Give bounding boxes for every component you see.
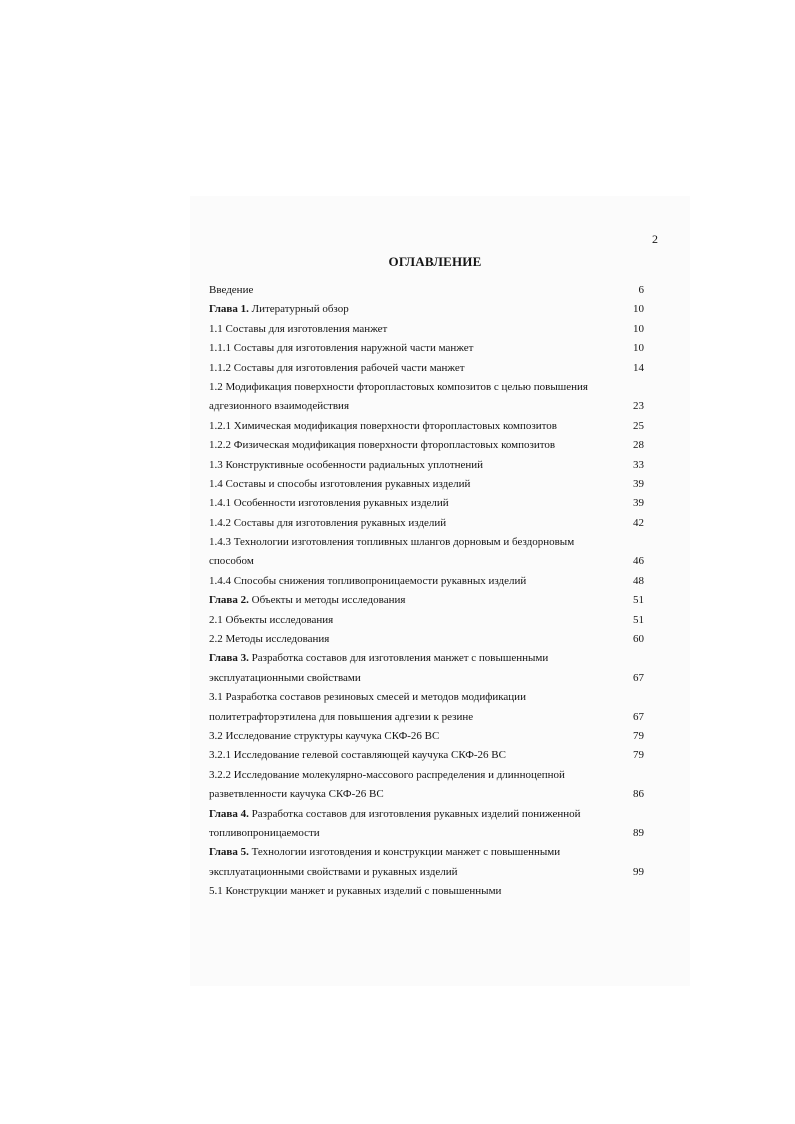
toc-entry-text: 5.1 Конструкции манжет и рукавных изделий с повышенными	[209, 885, 502, 898]
toc-page-number: 14	[633, 361, 644, 374]
toc-page-number: 28	[633, 439, 644, 452]
toc-entry-text: 1.4.1 Особенности изготовления рукавных изделий	[209, 497, 449, 510]
toc-entry-title	[209, 417, 557, 436]
toc-entry-text: Технологии изготовдения и конструкции манжет с повышенными	[248, 846, 561, 859]
toc-page-number: 39	[633, 497, 644, 510]
toc-entry-text: Разработка составов для изготовления рукавных изделий пониженной	[248, 807, 581, 820]
toc-entry	[209, 300, 651, 319]
toc-entry	[209, 572, 651, 591]
toc-page-number: 10	[633, 342, 644, 355]
toc-entry-text: политетрафторэтилена для повышения адгезии к резине	[209, 710, 474, 723]
toc-entry	[209, 727, 651, 746]
toc-page-number: 67	[633, 710, 644, 723]
toc-page-number: 79	[633, 749, 644, 762]
toc-page-number: 6	[638, 284, 644, 296]
toc-chapter-label: Глава 2.	[209, 594, 249, 607]
toc-page-number: 51	[633, 594, 644, 607]
toc-entry	[209, 359, 651, 378]
toc-entry	[209, 649, 651, 668]
toc-page-number: 39	[633, 477, 644, 490]
toc-entry-title	[209, 785, 384, 804]
toc-entry-text: 1.4.3 Технологии изготовления топливных шлангов дорновым и бездорновым	[209, 536, 575, 549]
toc-entry-title	[209, 863, 458, 882]
toc-entry-text: эксплуатационными свойствами и рукавных изделий	[209, 865, 458, 878]
toc-entry	[209, 320, 651, 339]
toc-entry-text: 3.2.1 Исследование гелевой составляющей каучука СКФ-26 ВС	[209, 749, 506, 762]
toc-page-number: 23	[633, 400, 644, 413]
toc-entry-text: способом	[209, 555, 254, 568]
toc-entry	[209, 378, 651, 397]
toc-entry-title	[209, 882, 501, 901]
toc-entry-text: разветвленности каучука СКФ-26 ВС	[209, 788, 384, 801]
toc-entry-title	[209, 397, 349, 416]
toc-entry	[209, 552, 651, 571]
toc-entry-text: 1.2.2 Физическая модификация поверхности фторопластовых композитов	[209, 439, 556, 452]
toc-entry-text: адгезионного взаимодействия	[209, 400, 350, 413]
toc-entry	[209, 436, 651, 455]
toc-page-number: 89	[633, 826, 644, 839]
toc-entry-text: 1.2 Модификация поверхности фторопластовых композитов с целью повышения	[209, 380, 588, 393]
toc-entry-title	[209, 727, 439, 746]
toc-entry-title	[209, 494, 449, 513]
toc-entry	[209, 591, 651, 610]
toc-page-number: 86	[633, 788, 644, 801]
toc-entry-text: 1.1.2 Составы для изготовления рабочей части манжет	[209, 361, 465, 374]
toc-entry	[209, 281, 651, 300]
toc-entry-title	[209, 320, 387, 339]
toc-entry	[209, 475, 651, 494]
toc-entry	[209, 611, 651, 630]
toc-page-number: 79	[633, 729, 644, 742]
page-title: ОГЛАВЛЕНИЕ	[388, 254, 482, 269]
toc-entry-title	[209, 572, 526, 591]
toc-entry-title	[209, 611, 333, 630]
toc-entry-title	[209, 669, 361, 688]
toc-entry-title	[209, 456, 483, 475]
toc-entry-text: 1.4.4 Способы снижения топливопроницаемости рукавных изделий	[209, 574, 527, 587]
toc-entry-title	[209, 766, 565, 785]
toc-entry	[209, 494, 651, 513]
toc-entry-text: 1.4 Составы и способы изготовления рукавных изделий	[209, 477, 471, 490]
toc-entry-text: 1.2.1 Химическая модификация поверхности фторопластовых композитов	[209, 419, 557, 432]
toc-entry-text: 1.1 Составы для изготовления манжет	[209, 322, 388, 335]
toc-entry	[209, 688, 651, 707]
toc-entry-title	[209, 824, 320, 843]
toc-page-number: 46	[633, 555, 644, 568]
toc-chapter-label: Глава 1.	[209, 303, 249, 316]
toc-entry-text: топливопроницаемости	[209, 826, 320, 839]
toc-entry-title	[209, 533, 574, 552]
toc-entry	[209, 708, 651, 727]
toc-page-number: 42	[633, 516, 644, 529]
toc-entry	[209, 805, 651, 824]
toc-entry-title	[209, 281, 253, 300]
toc-page-number: 51	[633, 613, 644, 626]
toc-page-number: 48	[633, 574, 644, 587]
toc-entry	[209, 785, 651, 804]
toc-entry-text: Разработка составов для изготовления манжет с повышенными	[248, 652, 549, 665]
toc-entry	[209, 824, 651, 843]
toc-entry	[209, 863, 651, 882]
toc-entry-title	[209, 552, 254, 571]
toc-entry-title	[209, 746, 506, 765]
toc-entry-text: 1.1.1 Составы для изготовления наружной части манжет	[209, 342, 474, 355]
toc-entry-title	[209, 591, 405, 610]
toc-page-number: 25	[633, 419, 644, 432]
toc-entry-text: Литературный обзор	[248, 303, 349, 316]
toc-entry	[209, 533, 651, 552]
toc-entry-text: 1.4.2 Составы для изготовления рукавных изделий	[209, 516, 447, 529]
toc-entry-title	[209, 359, 465, 378]
toc-entry-title	[209, 630, 329, 649]
toc-entry	[209, 669, 651, 688]
toc-entry	[209, 456, 651, 475]
toc-entry-text: 2.2 Методы исследования	[209, 633, 330, 646]
toc-chapter-label: Глава 3.	[209, 652, 249, 665]
toc-entry	[209, 417, 651, 436]
toc-entry-title	[209, 300, 349, 319]
toc-entry-title	[209, 805, 581, 824]
toc-entry-text: 3.2.2 Исследование молекулярно-массового распределения и длинноцепной	[209, 768, 565, 781]
toc-entry-title	[209, 339, 473, 358]
toc-chapter-label: Глава 5.	[209, 846, 249, 859]
toc-entry-text: эксплуатационными свойствами	[209, 671, 361, 684]
toc-entry-text: Введение	[209, 284, 254, 296]
table-of-contents	[209, 281, 651, 902]
toc-entry	[209, 630, 651, 649]
toc-entry-title	[209, 843, 560, 862]
toc-page-number: 60	[633, 633, 644, 646]
toc-entry	[209, 746, 651, 765]
toc-entry-title	[209, 436, 555, 455]
toc-entry	[209, 843, 651, 862]
toc-entry	[209, 339, 651, 358]
toc-entry-title	[209, 378, 588, 397]
toc-entry	[209, 397, 651, 416]
toc-page-number: 33	[633, 458, 644, 471]
toc-entry	[209, 882, 651, 901]
toc-page-number: 10	[633, 303, 644, 316]
toc-entry-text: 2.1 Объекты исследования	[209, 613, 334, 626]
toc-page-number: 99	[633, 865, 644, 878]
toc-page-number: 10	[633, 322, 644, 335]
toc-entry-title	[209, 708, 473, 727]
toc-entry-text: Объекты и методы исследования	[248, 594, 406, 607]
toc-entry	[209, 766, 651, 785]
toc-entry-title	[209, 688, 526, 707]
toc-entry-text: 1.3 Конструктивные особенности радиальных уплотнений	[209, 458, 484, 471]
toc-chapter-label: Глава 4.	[209, 807, 249, 820]
toc-page-number: 67	[633, 671, 644, 684]
toc-entry-title	[209, 475, 470, 494]
toc-entry-text: 3.2 Исследование структуры каучука СКФ-26 ВС	[209, 729, 440, 742]
page-number: 2	[652, 232, 658, 246]
toc-entry-title	[209, 514, 446, 533]
toc-entry	[209, 514, 651, 533]
toc-entry-text: 3.1 Разработка составов резиновых смесей и методов модификации	[209, 691, 526, 704]
toc-entry-title	[209, 649, 548, 668]
